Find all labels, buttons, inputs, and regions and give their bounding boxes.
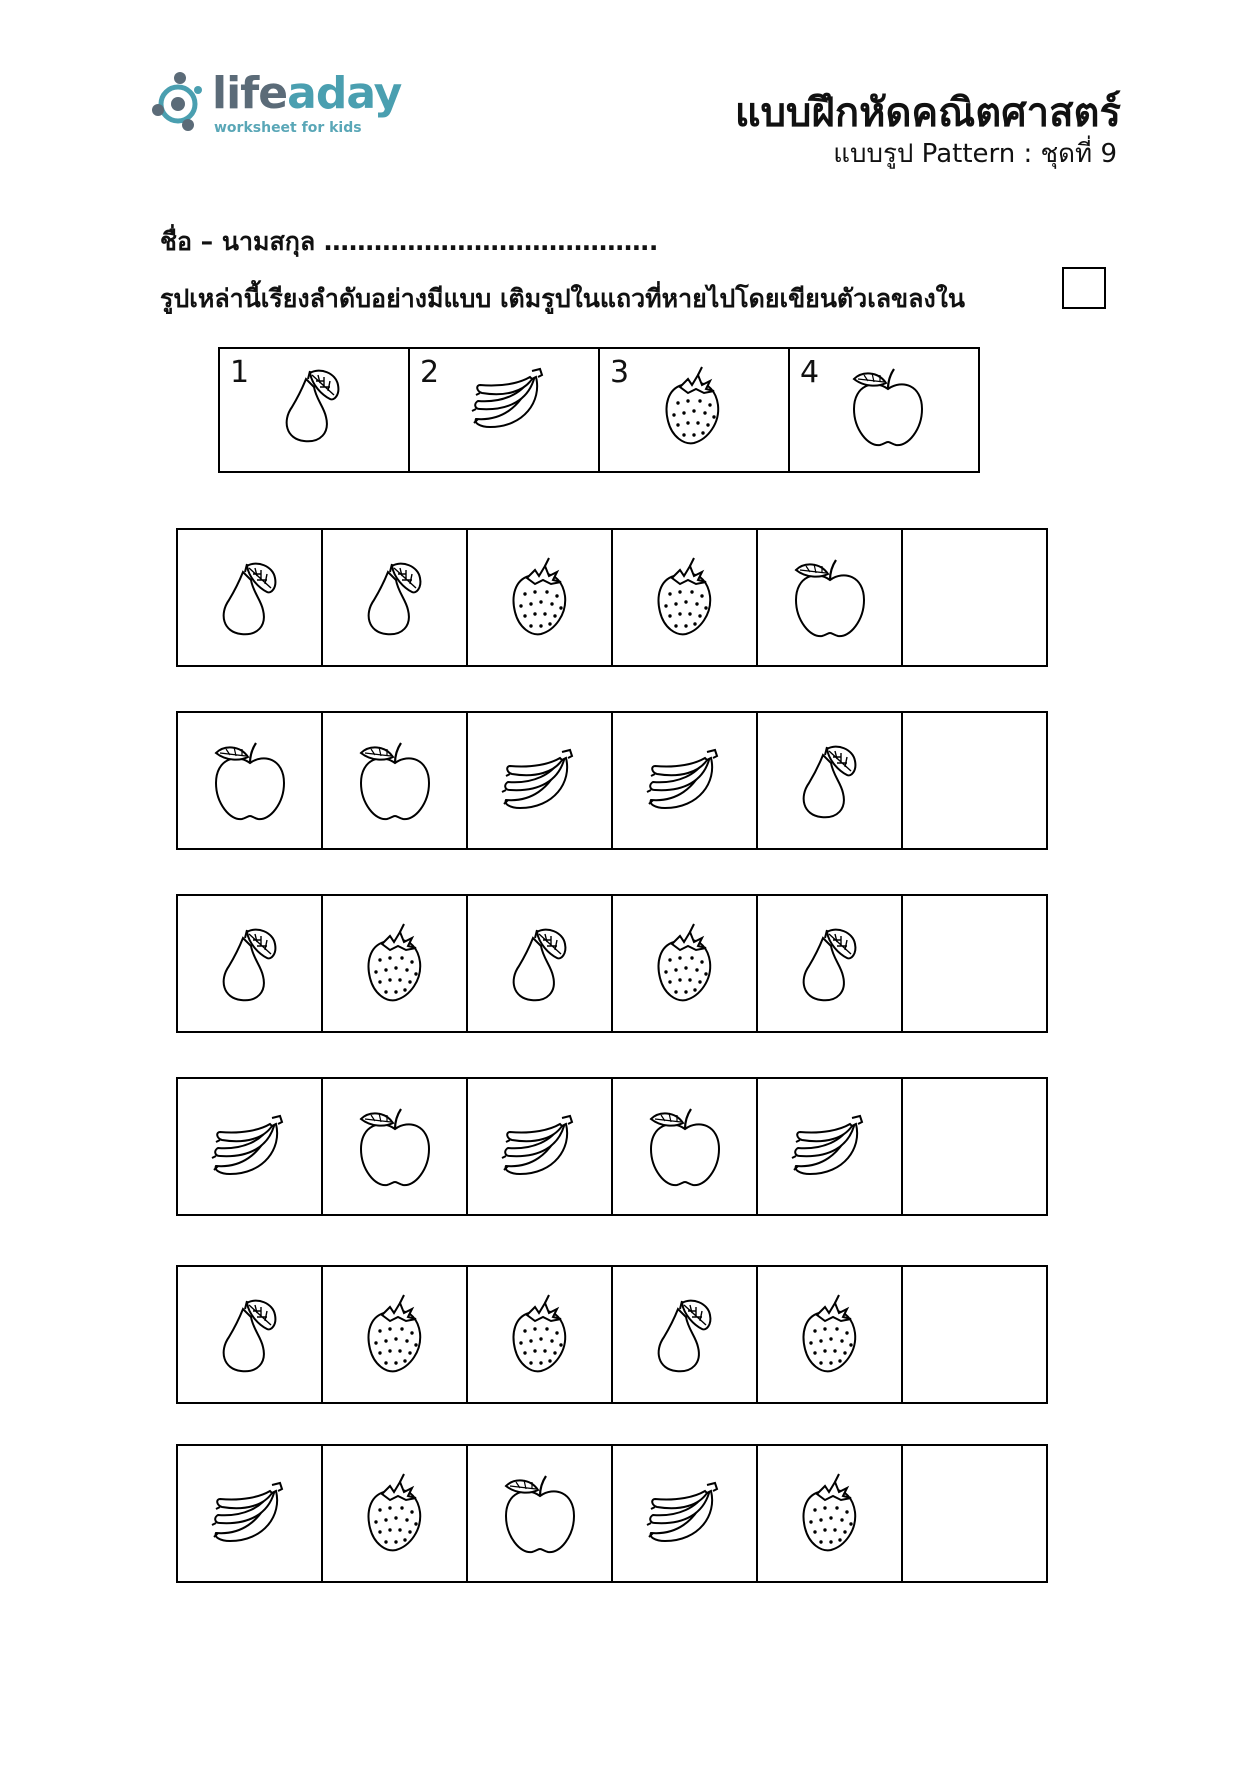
pattern-cell <box>323 1079 468 1214</box>
pattern-cell <box>468 896 613 1031</box>
key-cell-3 <box>600 349 790 471</box>
pattern-cell <box>758 1079 903 1214</box>
strawberry-icon <box>362 1293 428 1377</box>
strawberry-icon <box>507 1293 573 1377</box>
answer-cell[interactable] <box>903 713 1046 848</box>
pear-icon <box>797 924 863 1004</box>
pattern-cell <box>613 1079 758 1214</box>
pear-icon <box>217 1295 283 1375</box>
pattern-row-4 <box>176 1077 1048 1216</box>
pattern-cell <box>613 1267 758 1402</box>
pattern-row-6 <box>176 1444 1048 1583</box>
pattern-cell <box>758 1446 903 1581</box>
pattern-row-1 <box>176 528 1048 667</box>
logo-word-aday: aday <box>287 68 402 119</box>
strawberry-icon <box>362 1472 428 1556</box>
pear-icon <box>217 924 283 1004</box>
apple-icon <box>850 365 926 449</box>
pattern-cell <box>323 530 468 665</box>
key-number: 2 <box>420 355 440 390</box>
key-cell-4 <box>790 349 978 471</box>
page-subtitle: แบบรูป Pattern : ชุดที่ 9 <box>833 139 1117 169</box>
answer-box-sample <box>1062 267 1106 309</box>
pattern-row-2 <box>176 711 1048 850</box>
apple-icon <box>357 739 433 823</box>
instruction-text: รูปเหล่านี้เรียงลำดับอย่างมีแบบ เติมรูปในแถวที่หายไปโดยเขียนตัวเลขลงใน <box>160 284 965 313</box>
banana-icon <box>790 1112 870 1182</box>
banana-icon <box>500 746 580 816</box>
strawberry-icon <box>652 922 718 1006</box>
answer-cell[interactable] <box>903 1446 1046 1581</box>
pattern-cell <box>178 1267 323 1402</box>
answer-cell[interactable] <box>903 1267 1046 1402</box>
pattern-cell <box>613 530 758 665</box>
pattern-cell <box>758 896 903 1031</box>
pattern-row-5 <box>176 1265 1048 1404</box>
key-number: 1 <box>230 355 250 390</box>
strawberry-icon <box>660 365 726 449</box>
molecule-logo-icon <box>150 70 208 132</box>
pattern-cell <box>178 1446 323 1581</box>
banana-icon <box>645 1479 725 1549</box>
strawberry-icon <box>797 1472 863 1556</box>
page-title: แบบฝึกหัดคณิตศาสตร์ <box>734 90 1121 136</box>
apple-icon <box>502 1472 578 1556</box>
pear-icon <box>280 365 346 445</box>
strawberry-icon <box>507 556 573 640</box>
pear-icon <box>797 741 863 821</box>
answer-cell[interactable] <box>903 896 1046 1031</box>
strawberry-icon <box>652 556 718 640</box>
pattern-row-3 <box>176 894 1048 1033</box>
key-number: 4 <box>800 355 820 390</box>
key-number: 3 <box>610 355 630 390</box>
pattern-cell <box>323 1446 468 1581</box>
pear-icon <box>217 558 283 638</box>
apple-icon <box>212 739 288 823</box>
logo-wordmark <box>212 68 402 119</box>
logo-tagline: worksheet for kids <box>214 120 362 136</box>
answer-cell[interactable] <box>903 1079 1046 1214</box>
pattern-cell <box>323 896 468 1031</box>
pattern-cell <box>178 530 323 665</box>
pattern-cell <box>178 1079 323 1214</box>
pattern-cell <box>178 713 323 848</box>
pattern-cell <box>468 1446 613 1581</box>
pattern-cell <box>178 896 323 1031</box>
pear-icon <box>652 1295 718 1375</box>
pear-icon <box>507 924 573 1004</box>
banana-icon <box>470 365 550 435</box>
pear-icon <box>362 558 428 638</box>
name-line: ชื่อ – นามสกุล …………………………………. <box>160 227 659 256</box>
pattern-cell <box>613 713 758 848</box>
pattern-cell <box>468 530 613 665</box>
logo <box>150 68 402 140</box>
logo-word-life: life <box>212 68 288 119</box>
pattern-cell <box>758 530 903 665</box>
strawberry-icon <box>797 1293 863 1377</box>
pattern-cell <box>613 1446 758 1581</box>
pattern-cell <box>758 1267 903 1402</box>
strawberry-icon <box>362 922 428 1006</box>
apple-icon <box>647 1105 723 1189</box>
banana-icon <box>645 746 725 816</box>
pattern-cell <box>323 713 468 848</box>
fruit-key <box>218 347 980 473</box>
apple-icon <box>357 1105 433 1189</box>
pattern-cell <box>468 1079 613 1214</box>
pattern-cell <box>468 713 613 848</box>
key-cell-1 <box>220 349 410 471</box>
pattern-cell <box>613 896 758 1031</box>
pattern-cell <box>758 713 903 848</box>
pattern-cell <box>468 1267 613 1402</box>
banana-icon <box>500 1112 580 1182</box>
banana-icon <box>210 1479 290 1549</box>
apple-icon <box>792 556 868 640</box>
answer-cell[interactable] <box>903 530 1046 665</box>
banana-icon <box>210 1112 290 1182</box>
pattern-cell <box>323 1267 468 1402</box>
key-cell-2 <box>410 349 600 471</box>
